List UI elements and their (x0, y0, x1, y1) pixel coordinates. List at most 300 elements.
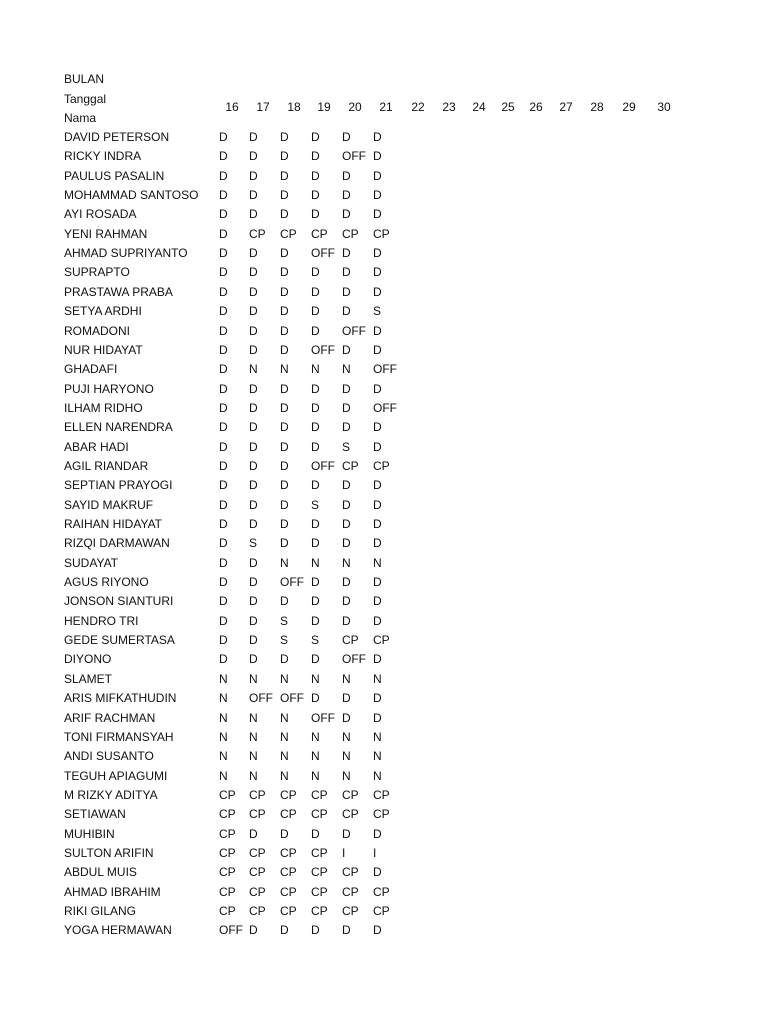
shift-code: N (280, 555, 289, 570)
shift-code: D (280, 497, 289, 512)
shift-code: D (311, 149, 320, 164)
date-header: 24 (472, 100, 486, 114)
shift-code: N (249, 749, 258, 764)
shift-code: D (280, 536, 289, 551)
shift-code: D (219, 400, 228, 415)
shift-code: N (311, 555, 320, 570)
shift-code: OFF (219, 923, 243, 938)
shift-code: D (249, 517, 258, 531)
shift-code: D (311, 304, 320, 319)
shift-code: D (311, 188, 320, 203)
shift-code: CP (219, 865, 236, 880)
shift-code: D (249, 130, 258, 144)
employee-name: AHMAD SUPRIYANTO (64, 246, 188, 261)
shift-code: D (373, 517, 382, 531)
shift-code: N (373, 555, 382, 570)
shift-code: D (280, 188, 289, 203)
shift-code: D (311, 439, 320, 454)
shift-code: D (342, 594, 351, 609)
employee-name: SETIAWAN (64, 807, 126, 822)
shift-code: D (280, 168, 289, 183)
shift-code: CP (280, 226, 297, 241)
shift-code: D (373, 246, 382, 261)
shift-code: CP (373, 787, 390, 802)
date-header: 25 (501, 100, 515, 114)
shift-code: D (373, 323, 382, 338)
shift-code: D (342, 497, 351, 512)
shift-code: D (373, 497, 382, 512)
shift-code: N (342, 555, 351, 570)
employee-name: HENDRO TRI (64, 613, 139, 628)
shift-code: D (311, 575, 320, 590)
shift-code: D (311, 420, 320, 435)
shift-code: D (342, 168, 351, 183)
shift-code: N (219, 671, 228, 686)
shift-code: D (373, 284, 382, 299)
shift-code: D (373, 710, 382, 725)
shift-code: CP (280, 865, 297, 880)
shift-code: OFF (280, 575, 304, 590)
date-header: 16 (225, 100, 239, 114)
shift-code: D (219, 130, 228, 144)
shift-code: CP (249, 845, 266, 860)
shift-code: I (373, 845, 377, 860)
shift-code: D (219, 420, 228, 435)
shift-code: CP (219, 807, 236, 822)
shift-code: D (219, 207, 228, 222)
shift-code: D (280, 478, 289, 493)
shift-code: D (342, 710, 351, 725)
shift-code: D (219, 439, 228, 454)
employee-name: GEDE SUMERTASA (64, 633, 175, 648)
employee-name: SAYID MAKRUF (64, 497, 154, 512)
employee-name: MOHAMMAD SANTOSO (64, 188, 199, 203)
shift-code: D (311, 826, 320, 841)
shift-code: CP (249, 226, 266, 241)
employee-name: SUDAYAT (64, 555, 119, 570)
shift-code: OFF (342, 652, 366, 667)
employee-name: YENI RAHMAN (64, 226, 148, 241)
shift-code: CP (342, 633, 359, 648)
shift-code: CP (219, 787, 236, 802)
shift-code: D (249, 188, 258, 203)
shift-code: D (249, 420, 258, 435)
shift-code: N (280, 729, 289, 744)
shift-code: D (373, 130, 382, 144)
employee-name: NUR HIDAYAT (64, 342, 143, 357)
shift-code: D (219, 594, 228, 609)
shift-code: D (249, 613, 258, 628)
date-header: 22 (411, 100, 425, 114)
shift-code: D (280, 246, 289, 261)
shift-code: D (249, 381, 258, 396)
shift-code: N (280, 362, 289, 377)
shift-code: D (249, 149, 258, 164)
shift-code: D (219, 304, 228, 319)
shift-code: D (342, 613, 351, 628)
shift-code: D (342, 826, 351, 841)
shift-code: CP (342, 884, 359, 899)
shift-code: D (373, 149, 382, 164)
employee-name: RAIHAN HIDAYAT (64, 517, 163, 531)
shift-code: D (311, 652, 320, 667)
employee-name: M RIZKY ADITYA (64, 787, 158, 802)
shift-code: D (373, 826, 382, 841)
shift-code: D (249, 923, 258, 938)
employee-name: TONI FIRMANSYAH (64, 729, 174, 744)
employee-name: RIKI GILANG (64, 904, 137, 918)
shift-code: D (373, 613, 382, 628)
shift-code: N (311, 749, 320, 764)
shift-code: D (280, 400, 289, 415)
employee-name: PUJI HARYONO (64, 381, 154, 396)
shift-code: CP (219, 884, 236, 899)
shift-code: OFF (280, 691, 304, 706)
shift-code: D (373, 652, 382, 667)
shift-code: CP (311, 865, 328, 880)
shift-code: D (219, 381, 228, 396)
date-header: 30 (657, 100, 671, 114)
employee-name: SUPRAPTO (64, 265, 130, 280)
shift-code: CP (373, 633, 390, 648)
date-header: 29 (622, 100, 636, 114)
shift-code: D (373, 691, 382, 706)
shift-code: CP (373, 807, 390, 822)
shift-code: D (249, 594, 258, 609)
shift-code: CP (249, 904, 266, 918)
employee-name: DAVID PETERSON (64, 130, 170, 144)
employee-name: ILHAM RIDHO (64, 400, 143, 415)
shift-code: D (311, 517, 320, 531)
shift-code: D (311, 691, 320, 706)
shift-code: D (311, 613, 320, 628)
shift-code: D (280, 923, 289, 938)
shift-code: D (280, 284, 289, 299)
shift-code: D (373, 188, 382, 203)
date-header: 20 (348, 100, 362, 114)
shift-code: CP (280, 807, 297, 822)
shift-code: D (342, 284, 351, 299)
shift-code: CP (280, 845, 297, 860)
employee-name: AGIL RIANDAR (64, 458, 149, 473)
shift-code: D (373, 594, 382, 609)
shift-code: CP (311, 787, 328, 802)
shift-code: OFF (373, 362, 397, 377)
shift-code: CP (280, 884, 297, 899)
shift-code: D (373, 207, 382, 222)
shift-code: D (280, 342, 289, 357)
shift-code: D (311, 594, 320, 609)
shift-code: D (219, 517, 228, 531)
shift-code: D (280, 517, 289, 531)
employee-name: AYI ROSADA (64, 207, 137, 222)
shift-code: CP (373, 226, 390, 241)
shift-code: D (219, 497, 228, 512)
shift-code: N (219, 710, 228, 725)
shift-code: D (219, 478, 228, 493)
shift-code: CP (373, 884, 390, 899)
shift-code: D (311, 536, 320, 551)
month-label: BULAN (64, 72, 105, 86)
shift-code: D (280, 420, 289, 435)
shift-code: D (249, 284, 258, 299)
shift-code: D (249, 575, 258, 590)
shift-code: D (311, 168, 320, 183)
employee-name: SEPTIAN PRAYOGI (64, 478, 173, 493)
shift-code: OFF (373, 400, 397, 415)
shift-code: N (280, 749, 289, 764)
name-label: Nama (64, 111, 97, 125)
employee-name: MUHIBIN (64, 826, 115, 841)
shift-code: CP (342, 458, 359, 473)
shift-code: D (280, 304, 289, 319)
shift-code: D (280, 323, 289, 338)
shift-code: D (342, 478, 351, 493)
shift-code: D (342, 420, 351, 435)
shift-code: N (342, 362, 351, 377)
shift-code: D (219, 362, 228, 377)
shift-code: D (373, 478, 382, 493)
employee-name: ELLEN NARENDRA (64, 420, 173, 435)
shift-code: D (373, 575, 382, 590)
shift-code: D (219, 323, 228, 338)
shift-code: OFF (342, 323, 366, 338)
shift-code: D (373, 865, 382, 880)
shift-code: D (249, 207, 258, 222)
shift-code: CP (311, 884, 328, 899)
shift-code: N (249, 729, 258, 744)
date-header: 28 (590, 100, 604, 114)
shift-code: D (249, 826, 258, 841)
shift-code: D (342, 923, 351, 938)
employee-name: ROMADONI (64, 323, 130, 338)
employee-name: ABDUL MUIS (64, 865, 137, 880)
shift-code: N (280, 710, 289, 725)
shift-code: D (219, 342, 228, 357)
shift-code: D (219, 265, 228, 280)
shift-code: D (342, 536, 351, 551)
shift-code: CP (219, 904, 236, 918)
shift-code: CP (219, 845, 236, 860)
shift-code: S (280, 633, 289, 648)
employee-name: JONSON SIANTURI (64, 594, 174, 609)
shift-code: D (280, 207, 289, 222)
shift-code: N (311, 362, 320, 377)
employee-name: PAULUS PASALIN (64, 168, 165, 183)
shift-code: N (342, 671, 351, 686)
shift-code: N (219, 768, 228, 783)
shift-code: D (219, 168, 228, 183)
shift-code: N (280, 768, 289, 783)
shift-code: N (249, 768, 258, 783)
date-header: 23 (442, 100, 456, 114)
employee-name: AHMAD IBRAHIM (64, 884, 161, 899)
employee-name: YOGA HERMAWAN (64, 923, 172, 938)
shift-code: CP (249, 787, 266, 802)
shift-code: I (342, 845, 346, 860)
shift-code: D (342, 575, 351, 590)
employee-name: PRASTAWA PRABA (64, 284, 173, 299)
shift-code: D (219, 652, 228, 667)
shift-code: D (373, 536, 382, 551)
shift-code: D (249, 168, 258, 183)
employee-name: GHADAFI (64, 362, 118, 377)
shift-code: D (249, 304, 258, 319)
shift-code: D (249, 342, 258, 357)
shift-code: N (311, 729, 320, 744)
shift-code: N (373, 768, 382, 783)
shift-code: D (373, 923, 382, 938)
date-header: 27 (559, 100, 573, 114)
shift-code: D (280, 652, 289, 667)
shift-code: CP (219, 826, 236, 841)
shift-code: S (342, 439, 351, 454)
shift-code: D (373, 381, 382, 396)
shift-code: N (342, 768, 351, 783)
shift-code: N (219, 729, 228, 744)
shift-code: N (249, 671, 258, 686)
employee-name: TEGUH APIAGUMI (64, 768, 168, 783)
shift-code: D (373, 342, 382, 357)
shift-code: S (373, 304, 382, 319)
shift-code: D (280, 439, 289, 454)
shift-code: D (373, 168, 382, 183)
shift-code: D (249, 652, 258, 667)
shift-code: D (280, 826, 289, 841)
shift-code: CP (311, 904, 328, 918)
shift-code: CP (342, 787, 359, 802)
shift-code: CP (373, 904, 390, 918)
shift-code: N (373, 749, 382, 764)
shift-code: D (219, 458, 228, 473)
shift-code: OFF (311, 342, 335, 357)
date-header: 26 (529, 100, 543, 114)
shift-code: D (342, 188, 351, 203)
shift-code: D (311, 284, 320, 299)
shift-code: D (280, 458, 289, 473)
shift-code: N (311, 768, 320, 783)
shift-code: D (249, 439, 258, 454)
shift-code: D (311, 923, 320, 938)
employee-name: DIYONO (64, 652, 112, 667)
shift-code: S (311, 497, 320, 512)
shift-code: S (280, 613, 289, 628)
shift-code: D (219, 575, 228, 590)
shift-code: OFF (249, 691, 273, 706)
shift-code: D (311, 207, 320, 222)
shift-code: D (249, 400, 258, 415)
shift-code: D (280, 594, 289, 609)
date-header: 21 (379, 100, 393, 114)
shift-code: CP (311, 845, 328, 860)
shift-code: D (342, 691, 351, 706)
shift-code: D (342, 246, 351, 261)
shift-code: N (249, 362, 258, 377)
shift-code: N (219, 749, 228, 764)
shift-code: N (280, 671, 289, 686)
employee-name: SLAMET (64, 671, 113, 686)
shift-code: D (311, 265, 320, 280)
shift-code: D (373, 439, 382, 454)
shift-code: D (342, 400, 351, 415)
shift-code: CP (280, 904, 297, 918)
shift-code: CP (249, 884, 266, 899)
employee-name: RICKY INDRA (64, 149, 142, 164)
shift-code: CP (342, 807, 359, 822)
shift-code: D (249, 323, 258, 338)
employee-name: AGUS RIYONO (64, 575, 149, 590)
shift-code: D (280, 149, 289, 164)
shift-code: CP (311, 226, 328, 241)
shift-code: D (219, 613, 228, 628)
shift-code: S (311, 633, 320, 648)
employee-name: ANDI SUSANTO (64, 749, 154, 764)
shift-code: D (219, 188, 228, 203)
shift-code: N (249, 710, 258, 725)
shift-code: N (342, 749, 351, 764)
shift-code: CP (249, 865, 266, 880)
employee-name: ARIS MIFKATHUDIN (64, 691, 177, 706)
shift-code: OFF (311, 246, 335, 261)
shift-code: OFF (311, 710, 335, 725)
shift-code: CP (373, 458, 390, 473)
shift-code: D (342, 304, 351, 319)
shift-code: D (311, 323, 320, 338)
shift-code: D (342, 207, 351, 222)
shift-code: D (219, 226, 228, 241)
shift-code: D (373, 265, 382, 280)
shift-code: OFF (342, 149, 366, 164)
date-header: 18 (287, 100, 301, 114)
shift-code: D (342, 517, 351, 531)
shift-code: D (219, 246, 228, 261)
shift-code: D (219, 536, 228, 551)
shift-code: CP (342, 226, 359, 241)
shift-code: CP (249, 807, 266, 822)
date-header: 17 (256, 100, 270, 114)
shift-code: D (249, 246, 258, 261)
shift-code: D (342, 265, 351, 280)
shift-code: D (373, 420, 382, 435)
shift-code: CP (311, 807, 328, 822)
employee-name: ARIF RACHMAN (64, 710, 156, 725)
employee-name: RIZQI DARMAWAN (64, 536, 170, 551)
shift-code: D (311, 400, 320, 415)
shift-code: N (311, 671, 320, 686)
shift-code: D (249, 265, 258, 280)
shift-code: CP (342, 904, 359, 918)
employee-name: SETYA ARDHI (64, 304, 142, 319)
shift-code: D (280, 130, 289, 144)
shift-code: D (219, 555, 228, 570)
shift-code: D (311, 478, 320, 493)
date-label: Tanggal (64, 92, 107, 106)
shift-code: D (249, 497, 258, 512)
shift-code: D (311, 130, 320, 144)
shift-code: CP (280, 787, 297, 802)
shift-code: N (342, 729, 351, 744)
shift-code: D (280, 265, 289, 280)
shift-code: D (219, 633, 228, 648)
shift-code: N (219, 691, 228, 706)
shift-code: D (249, 555, 258, 570)
shift-code: D (219, 284, 228, 299)
shift-code: CP (342, 865, 359, 880)
shift-code: N (373, 671, 382, 686)
shift-code: D (311, 381, 320, 396)
shift-code: D (219, 149, 228, 164)
shift-code: D (249, 633, 258, 648)
